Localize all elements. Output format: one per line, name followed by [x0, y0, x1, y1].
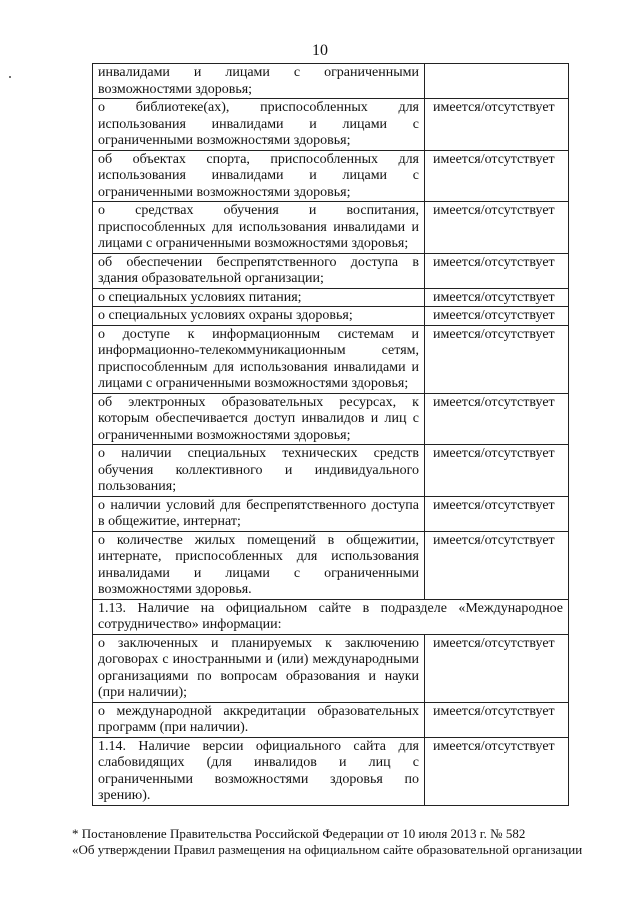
row-status: имеется/отсутствует — [425, 702, 569, 737]
table-row — [93, 307, 569, 326]
table-row — [93, 150, 569, 202]
row-status — [425, 64, 569, 99]
table-row — [93, 288, 569, 307]
row-description: о международной аккредитации образовательных программ (при наличии). — [93, 702, 425, 737]
row-status: имеется/отсутствует — [425, 202, 569, 254]
row-status: имеется/отсутствует — [425, 325, 569, 393]
row-description: о специальных условиях питания; — [93, 288, 425, 307]
row-status: имеется/отсутствует — [425, 288, 569, 307]
row-status: имеется/отсутствует — [425, 393, 569, 445]
table-row — [93, 496, 569, 531]
row-status: имеется/отсутствует — [425, 634, 569, 702]
section-114-description: 1.14. Наличие версии официального сайта для слабовидящих (для инвалидов и лиц с ограниченными возможностями здоровья по зрению). — [93, 737, 425, 805]
row-status: имеется/отсутствует — [425, 445, 569, 497]
row-status: имеется/отсутствует — [425, 99, 569, 151]
row-description: о количестве жилых помещений в общежитии, интернате, приспособленных для использования инвалидами и лицами с ограниченными возможностями здоровья. — [93, 531, 425, 599]
table-row — [93, 702, 569, 737]
footnote-line-2: «Об утверждении Правил размещения на официальном сайте образовательной организации — [72, 842, 583, 857]
row-description: о заключенных и планируемых к заключению договорах с иностранными и (или) международными организациями по вопросам образования и науки (при наличии); — [93, 634, 425, 702]
table-row — [93, 737, 569, 805]
row-description: об объектах спорта, приспособленных для использования инвалидами и лицами с ограниченными возможностями здоровья; — [93, 150, 425, 202]
row-description: о наличии специальных технических средств обучения коллективного и индивидуального пользования; — [93, 445, 425, 497]
row-description: о доступе к информационным системам и информационно-телекоммуникационным сетям, приспособленным для использования инвалидами и лицами с ограниченными возможностями здоровья; — [93, 325, 425, 393]
row-description: о наличии условий для беспрепятственного доступа в общежитие, интернат; — [93, 496, 425, 531]
row-status: имеется/отсутствует — [425, 737, 569, 805]
table-row — [93, 634, 569, 702]
section-heading-row — [93, 599, 569, 634]
table-row — [93, 253, 569, 288]
table-row — [93, 64, 569, 99]
row-description: об обеспечении беспрепятственного доступа в здания образовательной организации; — [93, 253, 425, 288]
row-status: имеется/отсутствует — [425, 531, 569, 599]
footnote-line-1: * Постановление Правительства Российской Федерации от 10 июля 2013 г. № 582 — [72, 826, 526, 841]
row-description: о средствах обучения и воспитания, приспособленных для использования инвалидами и лицами с ограниченными возможностями здоровья; — [93, 202, 425, 254]
row-status: имеется/отсутствует — [425, 253, 569, 288]
row-status: имеется/отсутствует — [425, 496, 569, 531]
table-row — [93, 531, 569, 599]
row-description: о специальных условиях охраны здоровья; — [93, 307, 425, 326]
table-row — [93, 99, 569, 151]
footnote — [72, 826, 588, 858]
table-row — [93, 325, 569, 393]
row-description: инвалидами и лицами с ограниченными возможностями здоровья; — [93, 64, 425, 99]
table-row — [93, 445, 569, 497]
row-status: имеется/отсутствует — [425, 307, 569, 326]
scan-artifact-dot — [9, 76, 11, 78]
page-number: 10 — [312, 42, 328, 59]
table-row — [93, 202, 569, 254]
row-status: имеется/отсутствует — [425, 150, 569, 202]
section-113-heading: 1.13. Наличие на официальном сайте в подразделе «Международное сотрудничество» информации: — [93, 599, 569, 634]
row-description: об электронных образовательных ресурсах, к которым обеспечивается доступ инвалидов и лиц с ограниченными возможностями здоровья; — [93, 393, 425, 445]
row-description: о библиотеке(ах), приспособленных для использования инвалидами и лицами с ограниченными возможностями здоровья; — [93, 99, 425, 151]
requirements-table — [92, 63, 569, 806]
table-row — [93, 393, 569, 445]
